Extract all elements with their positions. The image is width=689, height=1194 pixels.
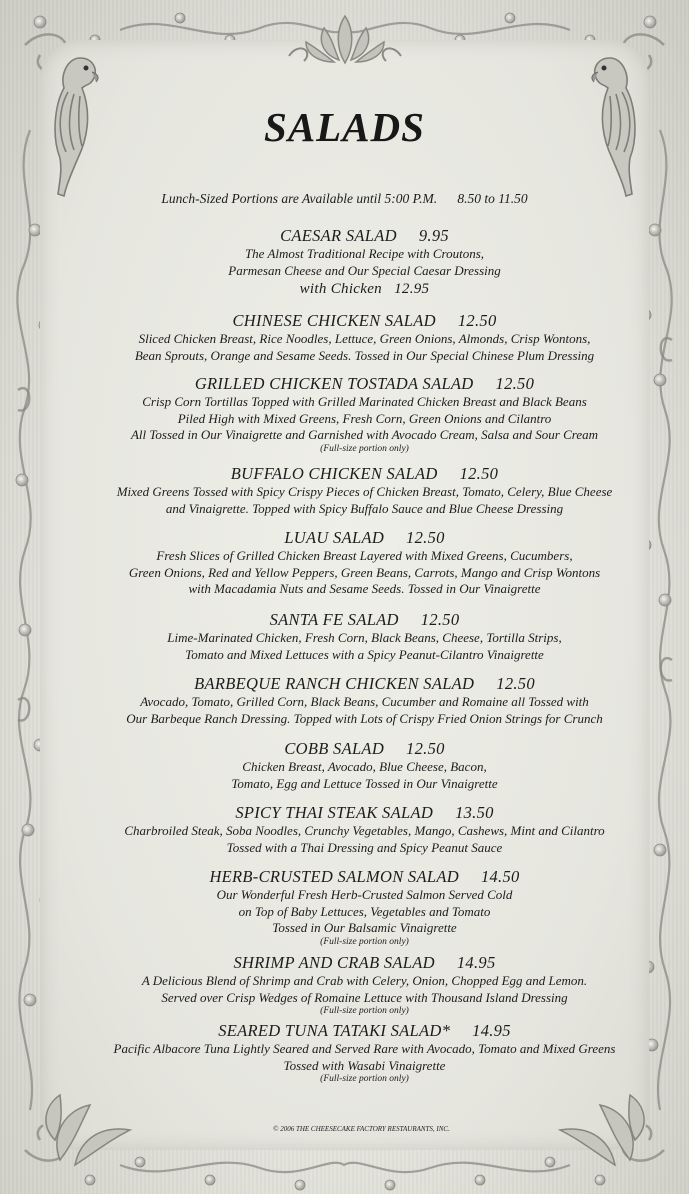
item-price: 9.95 bbox=[418, 226, 449, 245]
item-desc-line: Tomato and Mixed Lettuces with a Spicy Peanut-Cilantro Vinaigrette bbox=[185, 646, 544, 662]
item-price: 12.50 bbox=[457, 311, 497, 330]
menu-item-chinese-chicken-salad bbox=[60, 311, 669, 364]
item-desc-line: Parmesan Cheese and Our Special Caesar Dressing bbox=[228, 262, 501, 278]
item-desc-line: The Almost Traditional Recipe with Croutons, bbox=[244, 246, 485, 261]
item-name: HERB-CRUSTED SALMON SALAD bbox=[209, 867, 459, 886]
item-desc-line: Piled High with Mixed Greens, Fresh Corn, Green Onions and Cilantro bbox=[177, 410, 552, 426]
item-name: GRILLED CHICKEN TOSTADA SALAD bbox=[194, 374, 474, 393]
item-name: COBB SALAD bbox=[284, 739, 385, 758]
item-desc-line: with Macadamia Nuts and Sesame Seeds. Tossed in Our Vinaigrette bbox=[188, 581, 541, 596]
item-desc-line: Tossed in Our Balsamic Vinaigrette bbox=[272, 920, 457, 935]
item-price: 14.50 bbox=[480, 867, 520, 886]
item-desc-line: Tossed with Wasabi Vinaigrette bbox=[283, 1057, 446, 1073]
menu-item-santa-fe-salad bbox=[60, 610, 669, 663]
item-desc-line: Green Onions, Red and Yellow Peppers, Green Beans, Carrots, Mango and Crisp Wontons bbox=[128, 564, 601, 580]
menu-item-spicy-thai-steak-salad bbox=[60, 803, 669, 856]
item-price: 13.50 bbox=[455, 803, 494, 822]
item-desc-line: Charbroiled Steak, Soba Noodles, Crunchy Vegetables, Mango, Cashews, Mint and Cilantro bbox=[124, 823, 605, 838]
item-price: 12.50 bbox=[495, 374, 535, 393]
menu-item-buffalo-chicken-salad bbox=[60, 464, 669, 517]
item-desc-line: Crisp Corn Tortillas Topped with Grilled Marinated Chicken Breast and Black Beans bbox=[142, 394, 587, 409]
menu-item-herb-crusted-salmon-salad bbox=[60, 867, 669, 948]
item-price: 14.95 bbox=[456, 953, 496, 972]
lunch-portions-note: Lunch-Sized Portions are Available until 5:00 P.M. 8.50 to 11.50 bbox=[161, 191, 528, 206]
menu-item-caesar-salad bbox=[60, 226, 669, 299]
item-desc-line: Our Wonderful Fresh Herb-Crusted Salmon Served Cold bbox=[216, 887, 513, 902]
item-desc-line: Chicken Breast, Avocado, Blue Cheese, Bacon, bbox=[242, 759, 487, 774]
item-desc-line: A Delicious Blend of Shrimp and Crab with Celery, Onion, Chopped Egg and Lemon. bbox=[141, 973, 588, 988]
menu-item-seared-tuna-tataki-salad bbox=[60, 1021, 669, 1085]
item-name: BUFFALO CHICKEN SALAD bbox=[230, 464, 438, 483]
item-price: 12.50 bbox=[406, 528, 445, 547]
item-name: CHINESE CHICKEN SALAD bbox=[232, 311, 436, 330]
menu-item-cobb-salad bbox=[60, 739, 669, 792]
menu-item-shrimp-and-crab-salad bbox=[60, 953, 669, 1017]
item-name: CAESAR SALAD bbox=[280, 226, 397, 245]
item-name: LUAU SALAD bbox=[284, 528, 385, 547]
item-note: (Full-size portion only) bbox=[320, 443, 409, 454]
item-price: 12.50 bbox=[420, 610, 460, 629]
item-name: SPICY THAI STEAK SALAD bbox=[235, 803, 434, 822]
item-price: 14.95 bbox=[472, 1021, 511, 1040]
item-price: 12.50 bbox=[459, 464, 499, 483]
item-addon: with Chicken 12.95 bbox=[299, 281, 430, 297]
item-desc-line: Tomato, Egg and Lettuce Tossed in Our Vinaigrette bbox=[231, 775, 498, 791]
item-desc-line: Lime-Marinated Chicken, Fresh Corn, Black Beans, Cheese, Tortilla Strips, bbox=[167, 630, 562, 645]
item-desc-line: All Tossed in Our Vinaigrette and Garnished with Avocado Cream, Salsa and Sour Cream bbox=[130, 427, 599, 442]
item-desc-line: Sliced Chicken Breast, Rice Noodles, Lettuce, Green Onions, Almonds, Crisp Wontons, bbox=[138, 331, 591, 346]
item-desc-line: Served over Crisp Wedges of Romaine Lettuce with Thousand Island Dressing bbox=[161, 989, 568, 1005]
item-desc-line: Our Barbeque Ranch Dressing. Topped with Lots of Crispy Fried Onion Strings for Crunch bbox=[126, 710, 603, 726]
item-note: (Full-size portion only) bbox=[320, 936, 409, 947]
copyright: © 2006 THE CHEESECAKE FACTORY RESTAURANTS, INC. bbox=[273, 1125, 450, 1133]
item-name: SHRIMP AND CRAB SALAD bbox=[233, 953, 435, 972]
item-note: (Full-size portion only) bbox=[320, 1006, 409, 1016]
item-name: SEARED TUNA TATAKI SALAD* bbox=[218, 1021, 451, 1040]
item-desc-line: on Top of Baby Lettuces, Vegetables and Tomato bbox=[238, 903, 491, 919]
item-note: (Full-size portion only) bbox=[320, 1074, 409, 1084]
menu-item-grilled-chicken-tostada-salad bbox=[60, 374, 669, 455]
item-desc-line: Mixed Greens Tossed with Spicy Crispy Pieces of Chicken Breast, Tomato, Celery, Blue Cheese bbox=[116, 484, 613, 499]
item-desc-line: Bean Sprouts, Orange and Sesame Seeds. Tossed in Our Special Chinese Plum Dressing bbox=[134, 347, 595, 363]
leaf-crest-icon bbox=[284, 8, 406, 70]
menu-item-barbeque-ranch-chicken-salad bbox=[60, 674, 669, 727]
item-desc-line: Avocado, Tomato, Grilled Corn, Black Beans, Cucumber and Romaine all Tossed with bbox=[140, 694, 589, 709]
item-desc-line: Fresh Slices of Grilled Chicken Breast Layered with Mixed Greens, Cucumbers, bbox=[156, 548, 573, 563]
item-desc-line: Tossed with a Thai Dressing and Spicy Peanut Sauce bbox=[226, 839, 503, 855]
page-title: SALADS bbox=[264, 104, 425, 150]
item-name: BARBEQUE RANCH CHICKEN SALAD bbox=[194, 674, 475, 693]
item-price: 12.50 bbox=[496, 674, 535, 693]
item-name: SANTA FE SALAD bbox=[269, 610, 399, 629]
item-desc-line: and Vinaigrette. Topped with Spicy Buffalo Sauce and Blue Cheese Dressing bbox=[165, 500, 564, 516]
menu-item-luau-salad bbox=[60, 528, 669, 598]
item-desc-line: Pacific Albacore Tuna Lightly Seared and Served Rare with Avocado, Tomato and Mixed Greens bbox=[113, 1041, 616, 1056]
item-price: 12.50 bbox=[406, 739, 445, 758]
